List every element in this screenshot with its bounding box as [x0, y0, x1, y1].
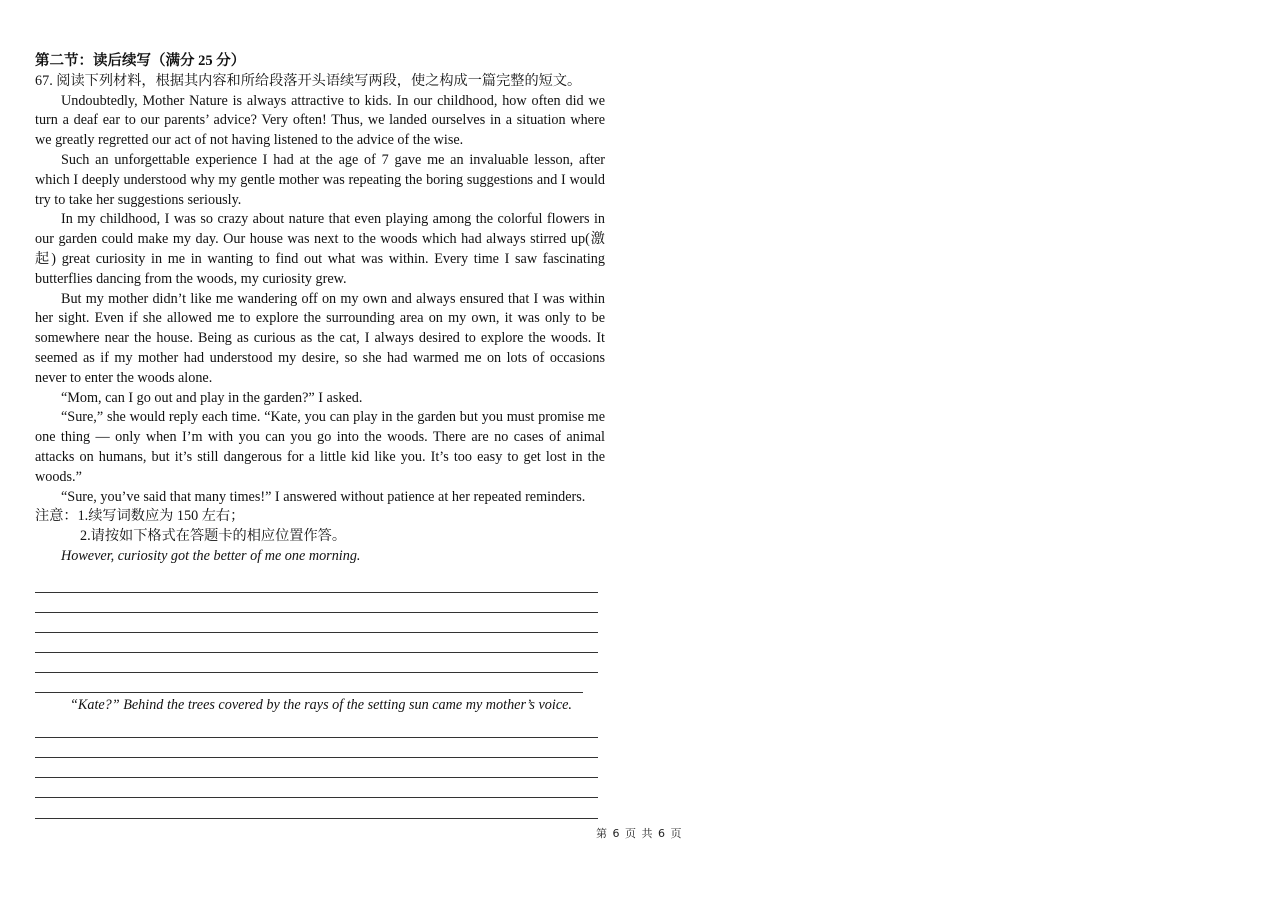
passage-paragraph-4: But my mother didn’t like me wandering off on my own and always ensured that I was within her sight. Even if she allowed me to explore the surrounding area on my own, it was only to be somewhere near the house. Being as curious as the cat, I always desired to explore the woods. It seemed as if my mother had understood my desire, so she had warmed me on lots of occasions never to enter the woods alone.	[35, 290, 605, 386]
answer-line	[35, 798, 598, 818]
page-number: 第 6 页 共 6 页	[596, 827, 683, 840]
answer-line	[35, 573, 598, 593]
answer-line	[35, 738, 598, 758]
answer-line	[35, 758, 598, 778]
section-title: 第二节：读后续写（满分 25 分）	[35, 53, 246, 69]
note-word-count: 注意：1.续写词数应为 150 左右；	[35, 508, 245, 525]
answer-line	[35, 653, 598, 673]
answer-line	[35, 778, 598, 798]
passage-paragraph-5: “Mom, can I go out and play in the garden?” I asked.	[61, 389, 363, 406]
continuation-prompt-1: However, curiosity got the better of me one morning.	[61, 547, 361, 564]
answer-line	[35, 718, 598, 738]
question-column	[35, 52, 605, 819]
passage-paragraph-2: Such an unforgettable experience I had at the age of 7 gave me an invaluable lesson, after which I deeply understood why my gentle mother was repeating the boring suggestions and I would try to take her suggestions seriously.	[35, 151, 605, 208]
answer-line	[35, 593, 598, 613]
continuation-prompt-2: “Kate?” Behind the trees covered by the rays of the setting sun came my mother’s voice.	[70, 697, 572, 714]
note-answer-format: 2.请按如下格式在答题卡的相应位置作答。	[80, 528, 347, 545]
answer-lines-1	[35, 573, 605, 694]
passage-paragraph-7: “Sure, you’ve said that many times!” I answered without patience at her repeated reminders.	[61, 488, 586, 505]
answer-line	[35, 633, 598, 653]
question-instruction: 67. 阅读下列材料，根据其内容和所给段落开头语续写两段，使之构成一篇完整的短文。	[35, 72, 582, 89]
answer-line	[35, 613, 598, 633]
answer-line	[35, 673, 583, 693]
passage-paragraph-1: Undoubtedly, Mother Nature is always attractive to kids. In our childhood, how often did we turn a deaf ear to our parents’ advice? Very often! Thus, we landed ourselves in a situation where we greatly regretted our act of not having listened to the advice of the wise.	[35, 92, 605, 149]
answer-lines-2	[35, 718, 605, 818]
passage-paragraph-6: “Sure,” she would reply each time. “Kate, you can play in the garden but you must promise me one thing — only when I’m with you can you go into the woods. There are no cases of animal attacks on humans, but it’s still dangerous for a little kid like you. It’s too easy to get lost in the woods.”	[35, 409, 605, 485]
passage-paragraph-3: In my childhood, I was so crazy about nature that even playing among the colorful flowers in our garden could make my day. Our house was next to the woods which had always stirred up(激起) great curiosity in me in wanting to find out what was within. Every time I saw fascinating butterflies dancing from the woods, my curiosity grew.	[35, 211, 605, 287]
